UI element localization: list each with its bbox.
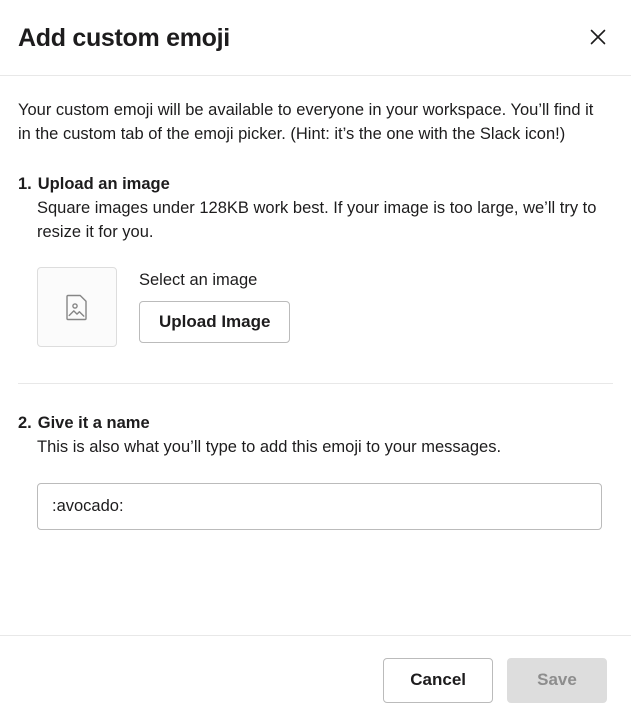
close-icon-glyph <box>588 27 608 47</box>
step-2-description: This is also what you’ll type to add this emoji to your messages. <box>37 437 502 456</box>
upload-controls <box>139 267 290 344</box>
upload-image-button[interactable]: Upload Image <box>139 301 290 344</box>
step-give-name <box>18 414 613 530</box>
section-divider <box>18 383 613 384</box>
dialog-footer <box>0 635 631 725</box>
emoji-name-input[interactable] <box>37 483 602 530</box>
step-1-heading <box>18 175 613 194</box>
cancel-button[interactable]: Cancel <box>383 658 493 703</box>
step-2-heading <box>18 414 613 433</box>
step-1-number: 1. <box>18 174 32 193</box>
save-button[interactable]: Save <box>507 658 607 703</box>
image-placeholder-glyph <box>61 291 93 323</box>
page-title: Add custom emoji <box>18 23 230 52</box>
image-placeholder-icon <box>37 267 117 347</box>
close-icon[interactable] <box>581 20 615 54</box>
step-1-description: Square images under 128KB work best. If your image is too large, we’ll try to resize it for you. <box>37 198 597 242</box>
step-2-title: Give it a name <box>37 413 150 432</box>
step-2-number: 2. <box>18 413 32 432</box>
step-upload-image <box>18 175 613 347</box>
dialog-body <box>0 76 631 635</box>
upload-row <box>37 267 613 347</box>
select-image-label: Select an image <box>139 270 258 289</box>
dialog-header <box>0 0 631 76</box>
step-1-title: Upload an image <box>37 174 170 193</box>
intro-text: Your custom emoji will be available to everyone in your workspace. You’ll find it in the custom tab of the emoji picker. (Hint: it’s the one with the Slack icon!) <box>18 101 594 144</box>
